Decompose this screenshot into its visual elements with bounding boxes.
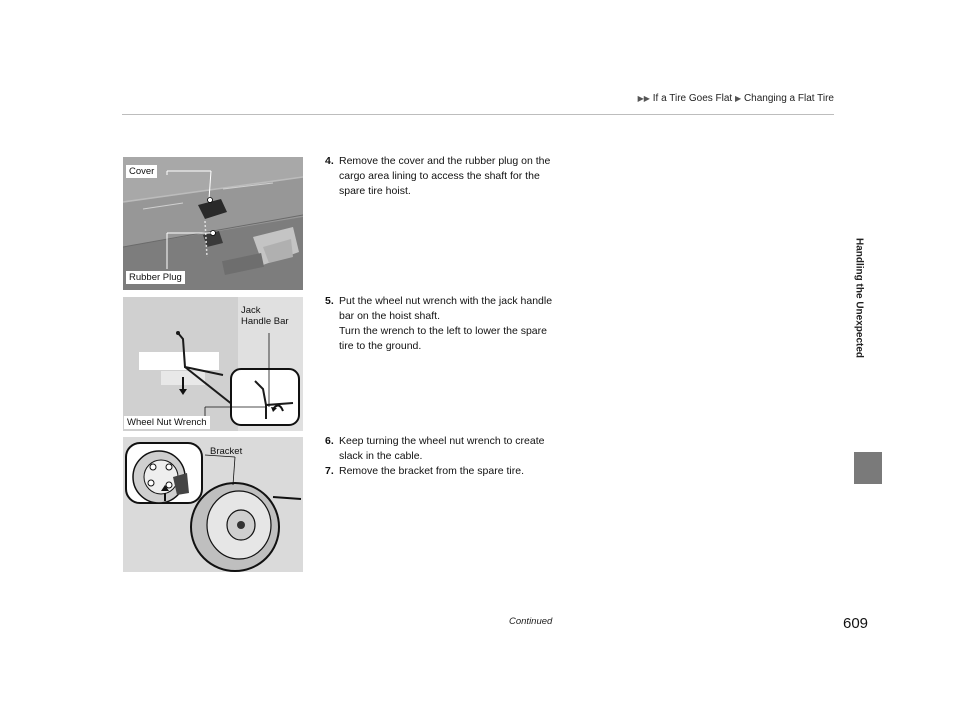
step-6-number: 6. [325, 435, 334, 447]
step-5-text [325, 294, 560, 354]
section-tab-marker [854, 452, 882, 484]
section-side-label [848, 145, 870, 450]
jack-label-line2: Handle Bar [241, 316, 289, 327]
rubber-plug-label: Rubber Plug [126, 271, 185, 284]
step-6 [325, 434, 560, 464]
wheel-nut-wrench-label: Wheel Nut Wrench [124, 416, 210, 429]
figure-bracket [123, 437, 303, 572]
breadcrumb-item[interactable]: Changing a Flat Tire [743, 93, 834, 104]
step-6-text: Keep turning the wheel nut wrench to create slack in the cable. [339, 435, 545, 462]
step-5 [325, 294, 560, 354]
section-side-label-text: Handling the Unexpected [853, 237, 865, 358]
step-4 [325, 154, 560, 199]
cover-label: Cover [126, 165, 157, 178]
page-number: 609 [843, 615, 869, 632]
figure-cover-plug [123, 157, 303, 290]
jack-label-line1: Jack [241, 305, 261, 316]
step-7 [325, 464, 560, 479]
step-5-line1: Put the wheel nut wrench with the jack handle bar on the hoist shaft. [339, 295, 553, 322]
breadcrumb-arrow-icon: ▶ [735, 94, 742, 103]
step-4-text: Remove the cover and the rubber plug on the cargo area lining to access the shaft for the spare tire hoist. [339, 155, 551, 197]
step-4-number: 4. [325, 155, 334, 167]
step-7-number: 7. [325, 465, 334, 477]
header-divider [122, 114, 834, 115]
jack-handle-bar-label [238, 304, 292, 328]
step-5-line2: Turn the wrench to the left to lower the spare tire to the ground. [339, 325, 547, 352]
breadcrumb [500, 93, 834, 104]
bracket-label: Bracket [210, 446, 243, 457]
breadcrumb-arrow-icon: ▶▶ [637, 94, 650, 103]
step-7-text: Remove the bracket from the spare tire. [339, 465, 524, 477]
step-5-number: 5. [325, 295, 334, 307]
breadcrumb-item[interactable]: If a Tire Goes Flat [652, 93, 733, 104]
figure-wrench-handle [123, 297, 303, 431]
continued-note: Continued [509, 616, 553, 627]
